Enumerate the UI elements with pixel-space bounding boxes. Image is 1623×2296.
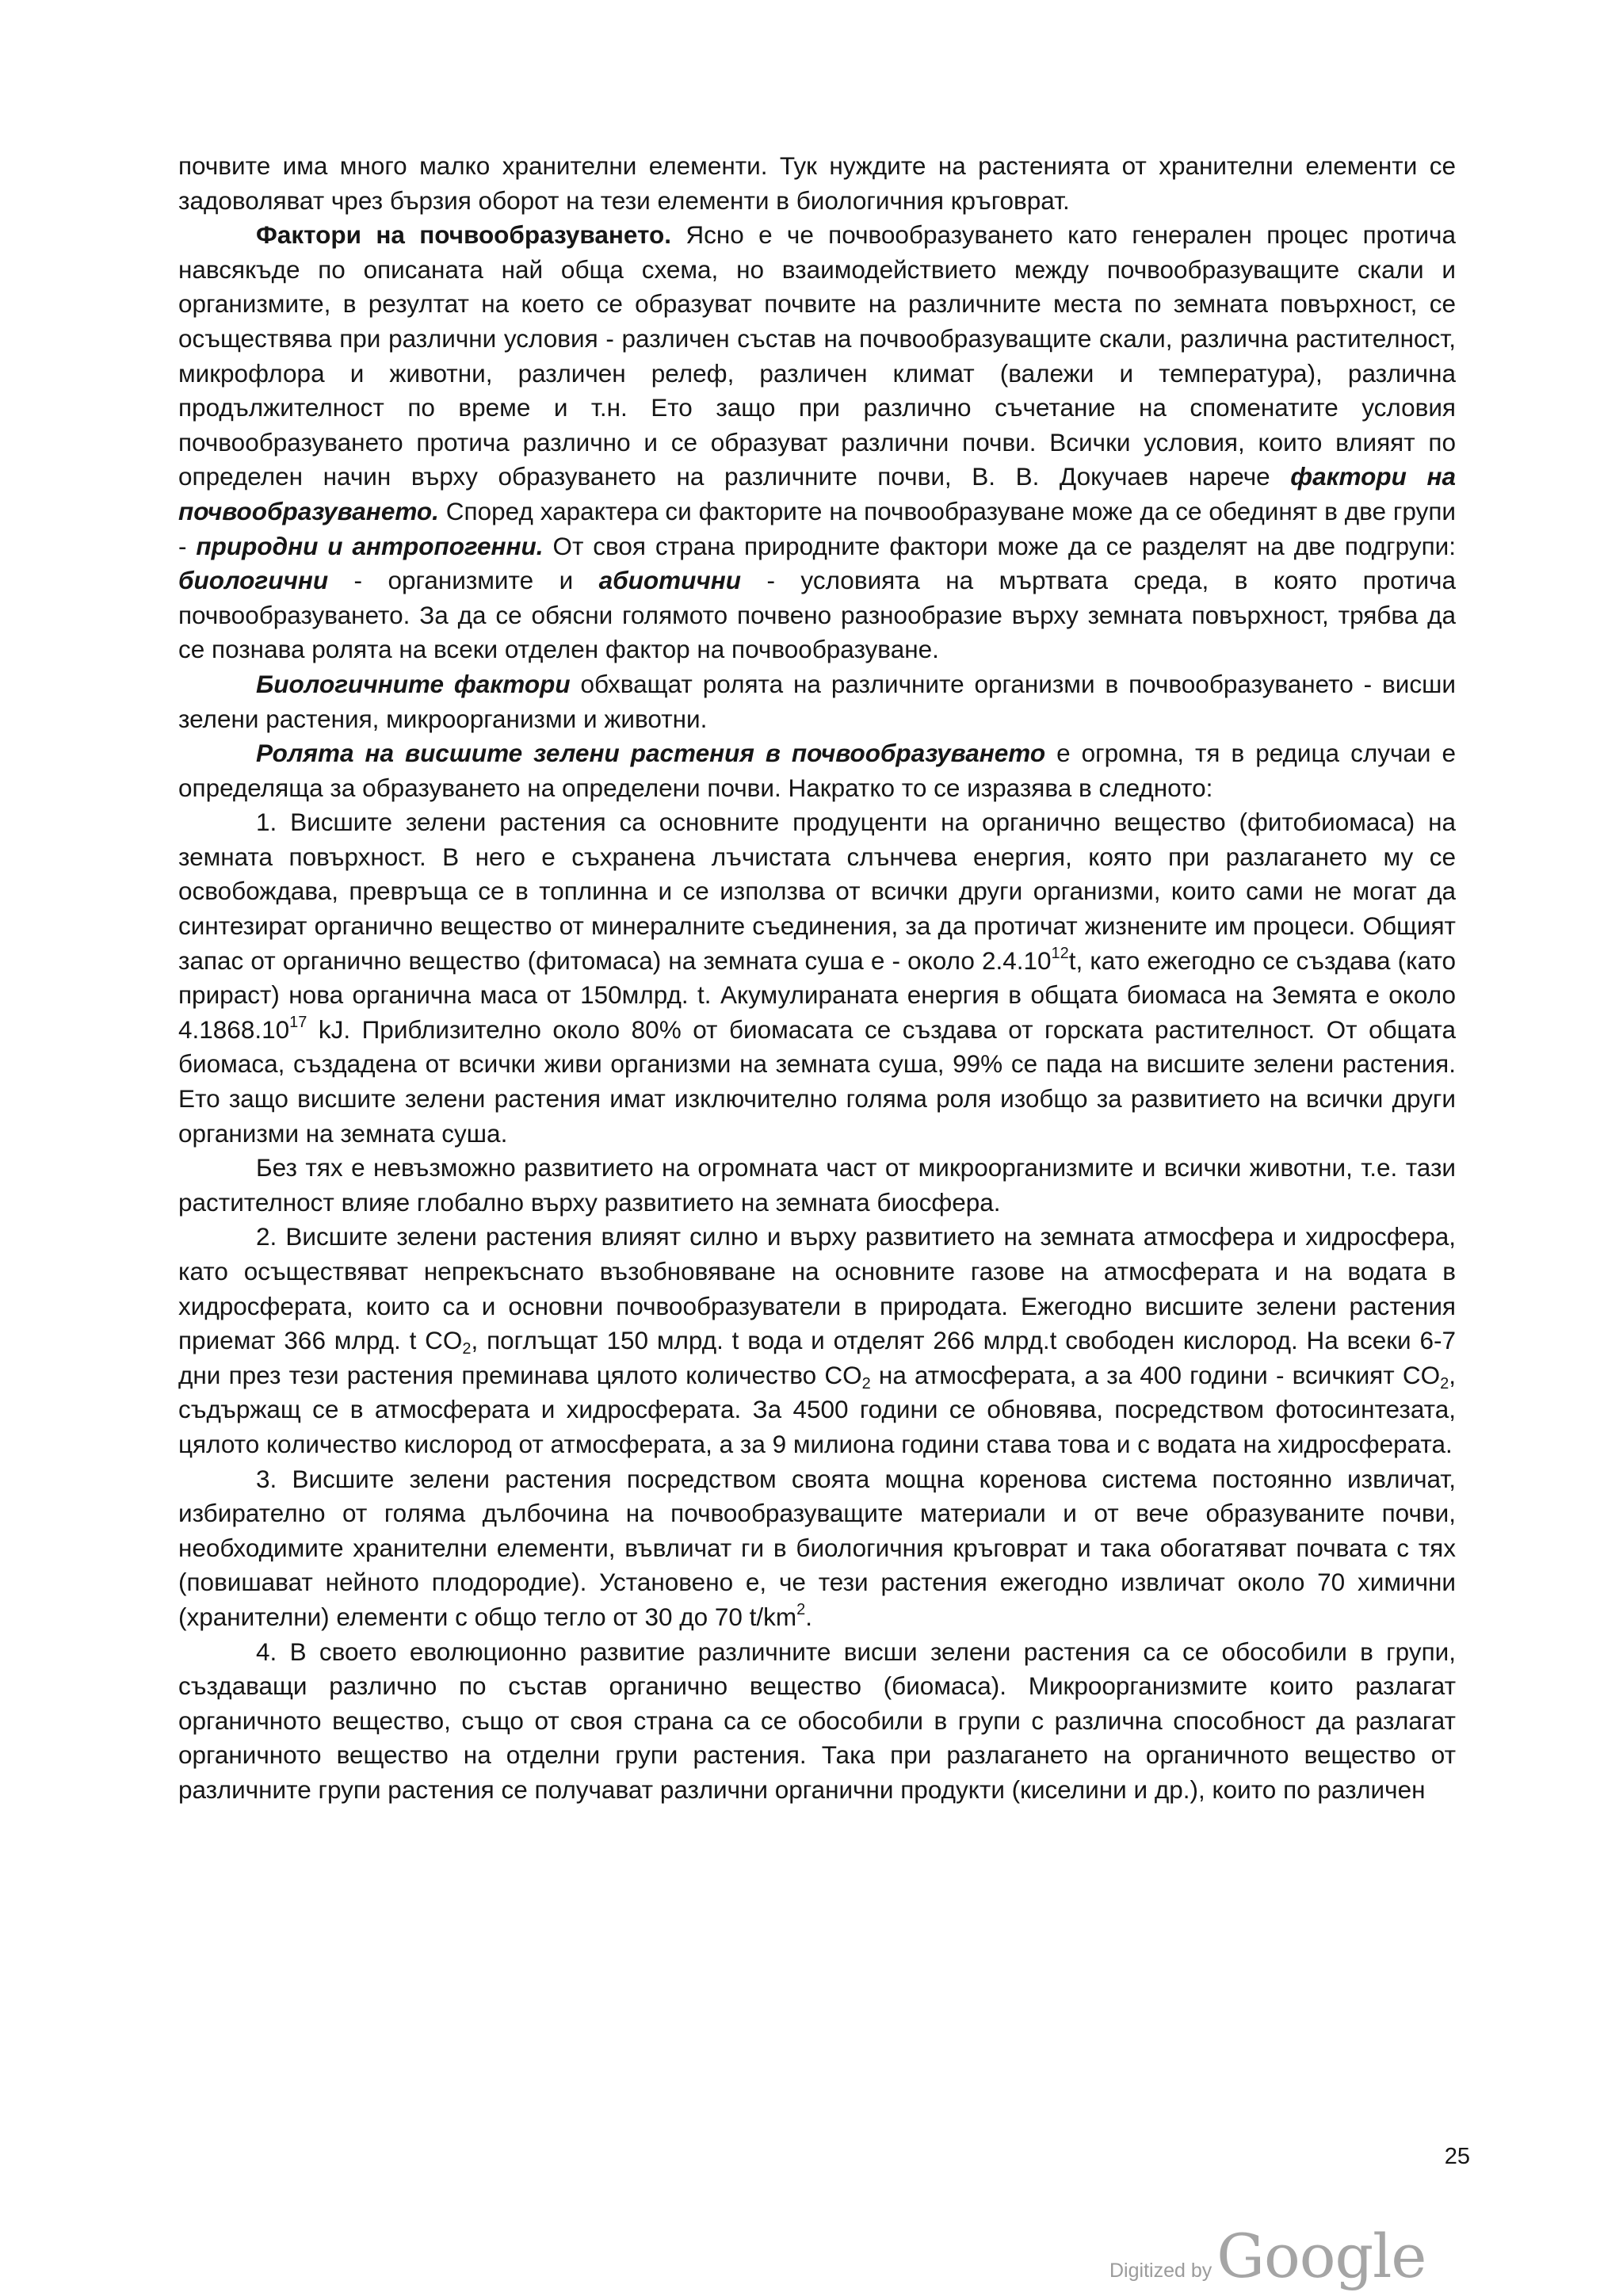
page-body-text: [178, 149, 1456, 1808]
text-run: 4. В своето еволюционно развитие различните висши зелени растения са се обособили в групи, създаващи различно по състав органично вещество (биомаса). Микроорганизмите които разлагат органичното вещество, също от своя страна са се обособили в групи с различна способност да разлагат органичното вещество на отделни групи растения. Така при разлагането на органичното вещество от различните групи растения се получават различни органични продукти (киселини и др.), които по различен: [178, 1637, 1456, 1804]
text-run: .: [805, 1602, 813, 1631]
text-run: Ясно е че почвообразуването като генерален процес протича навсякъде по описаната най обща схема, но взаимодействието между почвообразуващите скали и организмите, в резултат на което се образуват почвите на различните места по земната повърхност, се осъществява при различни условия - различен състав на почвообразуващите скали, различна растителност, микрофлора и животни, различен релеф, различен климат (валежи и температура), различна продължителност по време и т.н. Ето защо при различно съчетание на споменатите условия почвообразуването протича различно и се образуват различни почви. Всички условия, които влияят по определен начин върху образуването на различните почви, В. В. Докучаев нарече: [178, 220, 1456, 491]
superscript: 17: [289, 1013, 307, 1031]
bold-italic-term: Биологичните фактори: [256, 669, 571, 698]
bold-italic-term: биологични: [178, 566, 329, 595]
text-run: t, като ежегодно се създава (като прираст) нова органична маса от 150млрд. t. Акумулираната енергия в общата биомаса на Земята е около 4.1868.10: [178, 946, 1456, 1044]
bold-italic-term: фактори на почвообразуването.: [178, 462, 1456, 525]
body-paragraph: [178, 736, 1456, 805]
text-run: Без тях е невъзможно развитието на огромната част от микроорганизмите и всички животни, т.е. тази растителност влияе глобално върху развитието на земната биосфера.: [178, 1153, 1456, 1217]
text-run: почвите има много малко хранителни елементи. Тук нуждите на растенията от хранителни елементи се задоволяват чрез бързия оборот на тези елементи в биологичния кръговрат.: [178, 151, 1456, 215]
text-run: 1. Висшите зелени растения са основните продуценти на органично вещество (фитобиомаса) на земната повърхност. В него е съхранена лъчистата слънчева енергия, която при разлагането му се освобождава, превръща се в топлинна и се използва от всички други организми, които сами не могат да синтезират органично вещество от минералните съединения, за да протичат жизнените им процеси. Общият запас от органично вещество (фитомаса) на земната суша е - около 2.4.10: [178, 808, 1456, 975]
body-paragraph: [178, 1220, 1456, 1461]
superscript: 12: [1051, 944, 1069, 962]
digitized-by-label: Digitized by: [1109, 2260, 1212, 2282]
bold-italic-term: абиотични: [598, 566, 742, 595]
body-paragraph: [178, 149, 1456, 218]
text-run: Според характера си факторите на почвообразуване може да се обединят в две групи -: [178, 496, 1456, 560]
bold-italic-term: природни и антропогенни.: [196, 531, 544, 560]
body-paragraph: [178, 218, 1456, 667]
text-run: - условията на мъртвата среда, в която протича почвообразуването. За да се обясни голямото почвено разнообразие върху земната повърхност, трябва да се познава ролята на всеки отделен фактор на почвообразуване.: [178, 566, 1456, 664]
digitized-by-watermark: [1109, 2221, 1426, 2291]
text-run: 2. Висшите зелени растения влияят силно и върху развитието на земната атмосфера и хидросфера, като осъществяват непрекъснато възобновяване на основните газове на атмосферата и на водата в хидросферата, които са и основни почвообразуватели в природата. Ежегодно висшите зелени растения приемат 366 млрд. t CO: [178, 1222, 1456, 1355]
bold-italic-term: Ролята на висшите зелени растения в почвообразуването: [256, 739, 1046, 768]
text-run: , съдържащ се в атмосферата и хидросферата. За 4500 години се обновява, посредством фотосинтезата, цялото количество кислород от атмосферата, а за 9 милиона години става това и с водата на хидросферата.: [178, 1360, 1456, 1458]
superscript: 2: [796, 1600, 806, 1618]
text-run: От своя страна природните фактори може да се разделят на две подгрупи:: [543, 531, 1456, 560]
body-paragraph: [178, 805, 1456, 1151]
text-run: , поглъщат 150 млрд. t вода и отделят 266 млрд.t свободен кислород. На всеки 6-7 дни през тези растения преминава цялото количество CO: [178, 1326, 1456, 1389]
body-paragraph: [178, 1462, 1456, 1635]
subscript: 2: [1440, 1374, 1449, 1392]
page-number: 25: [1444, 2144, 1470, 2169]
body-paragraph: [178, 667, 1456, 736]
text-run: обхващат ролята на различните организми в почвообразуването - висши зелени растения, микроорганизми и животни.: [178, 669, 1456, 733]
text-run: 3. Висшите зелени растения посредством своята мощна коренова система постоянно извличат, избирателно от голяма дълбочина на почвообразуващите материали и от вече образуваните почви, необходимите хранителни елементи, въвличат ги в биологичния кръговрат и така обогатяват почвата с тях (повишават нейното плодородие). Установено е, че тези растения ежегодно извличат около 70 химични (хранителни) елементи с общо тегло от 30 до 70 t/km: [178, 1464, 1456, 1631]
subscript: 2: [462, 1340, 472, 1358]
subscript: 2: [861, 1374, 871, 1392]
bold-text: Фактори на почвообразуването.: [256, 220, 672, 250]
text-run: е огромна, тя в редица случаи е определяща за образуването на определени почви. Накратко то се изразява в следното:: [178, 739, 1456, 802]
text-run: на атмосферата, а за 400 години - всичкият CO: [870, 1360, 1441, 1389]
text-run: - организмите и: [328, 566, 599, 595]
text-run: kJ. Приблизително около 80% от биомасата се създава от горската растителност. От общата биомаса, създадена от всички живи организми на земната суша, 99% се пада на висшите зелени растения. Ето защо висшите зелени растения имат изключително голяма роля изобщо за развитието на всички други организми на земната суша.: [178, 1014, 1456, 1148]
google-logo: Google: [1216, 2221, 1426, 2291]
body-paragraph: [178, 1151, 1456, 1220]
body-paragraph: [178, 1635, 1456, 1808]
